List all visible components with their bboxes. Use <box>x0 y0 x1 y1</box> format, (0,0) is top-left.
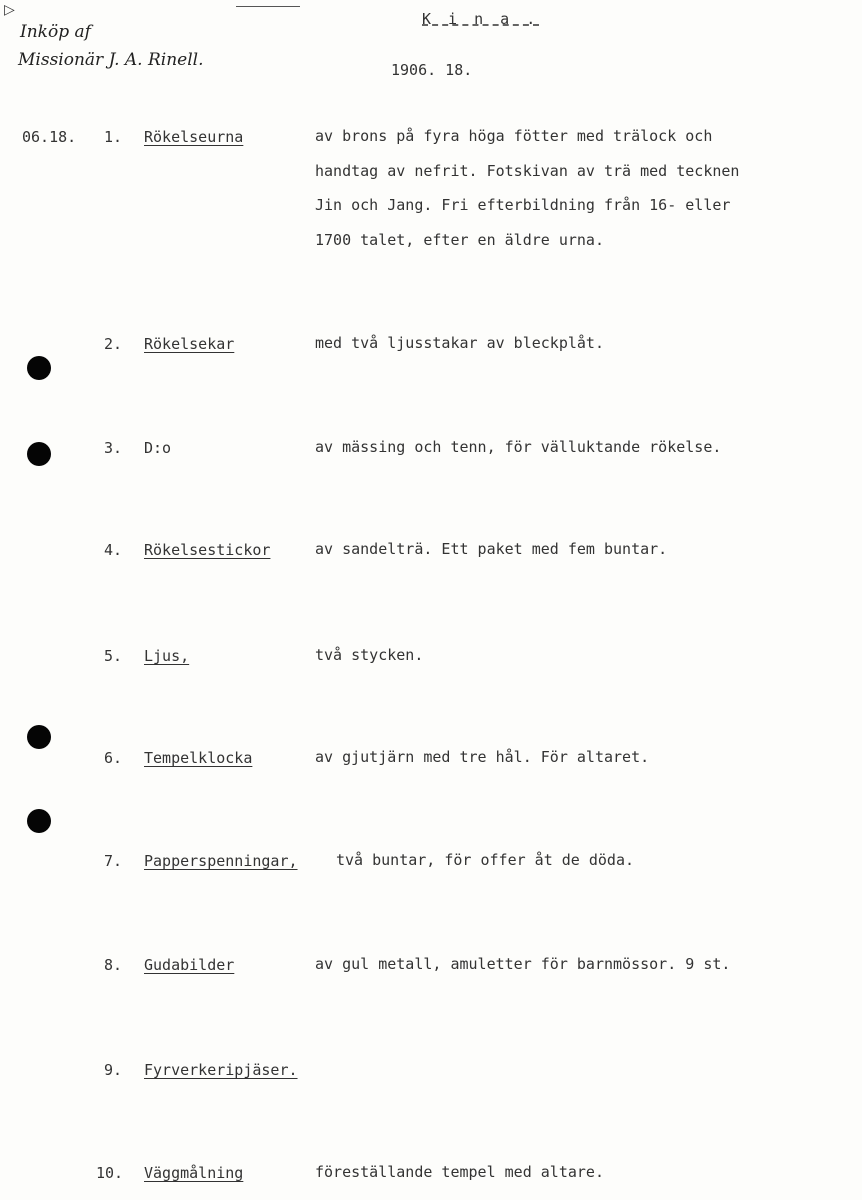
description-line: två stycken. <box>315 646 424 664</box>
punch-hole <box>27 809 51 833</box>
item-name: Ljus, <box>144 647 190 665</box>
item-description <box>315 119 835 257</box>
item-name: D:o <box>144 439 172 457</box>
punch-hole <box>27 725 51 749</box>
description-line: handtag av nefrit. Fotskivan av trä med tecknen <box>315 161 740 180</box>
item-number: 6. <box>103 749 122 767</box>
item-number: 8. <box>103 956 122 974</box>
item-number: 3. <box>103 439 122 457</box>
item-name: Väggmålning <box>144 1164 244 1182</box>
item-name: Rökelsekar <box>144 335 235 353</box>
item-name: Tempelklocka <box>144 749 253 767</box>
item-description <box>315 1155 835 1190</box>
item-number: 1. <box>103 128 122 146</box>
handwritten-line-1: Inköp af <box>20 22 91 42</box>
item-name: Rökelseurna <box>144 128 244 146</box>
item-description <box>315 947 835 982</box>
description-line: av sandelträ. Ett paket med fem buntar. <box>315 540 668 558</box>
item-description <box>315 740 835 775</box>
description-line: av brons på fyra höga fötter med trälock och <box>315 127 713 145</box>
description-line: med två ljusstakar av bleckplåt. <box>315 334 604 352</box>
item-description <box>336 843 856 878</box>
handwritten-note <box>20 18 204 74</box>
accession-number: 06.18. <box>22 128 77 146</box>
item-name: Papperspenningar, <box>144 852 298 870</box>
punch-hole <box>27 442 51 466</box>
catalogue-year: 1906. 18. <box>391 61 473 79</box>
description-line: två buntar, för offer åt de döda. <box>336 851 635 869</box>
handwritten-line-2: Missionär J. A. Rinell. <box>18 50 204 70</box>
item-number: 7. <box>103 852 122 870</box>
description-line: av gul metall, amuletter för barnmössor. 9 st. <box>315 955 731 973</box>
top-rule <box>236 6 300 7</box>
item-number: 10. <box>96 1164 124 1182</box>
description-line: av gjutjärn med tre hål. För altaret. <box>315 748 650 766</box>
item-number: 2. <box>103 335 122 353</box>
item-description <box>315 430 835 465</box>
description-line: Jin och Jang. Fri efterbildning från 16- eller <box>315 196 731 214</box>
item-number: 5. <box>103 647 122 665</box>
punch-hole <box>27 356 51 380</box>
item-number: 4. <box>103 541 122 559</box>
corner-mark: ▷ <box>4 2 15 18</box>
description-line: 1700 talet, efter en äldre urna. <box>315 230 604 249</box>
item-number: 9. <box>103 1061 122 1079</box>
item-description <box>315 638 835 673</box>
description-line: av mässing och tenn, för välluktande rökelse. <box>315 438 722 456</box>
country-heading: K i n a . <box>422 10 540 28</box>
description-line: föreställande tempel med altare. <box>315 1163 604 1181</box>
item-description <box>315 326 835 361</box>
item-description <box>315 532 835 567</box>
item-name: Fyrverkeripjäser. <box>144 1061 298 1079</box>
item-name: Gudabilder <box>144 956 235 974</box>
item-name: Rökelsestickor <box>144 541 271 559</box>
